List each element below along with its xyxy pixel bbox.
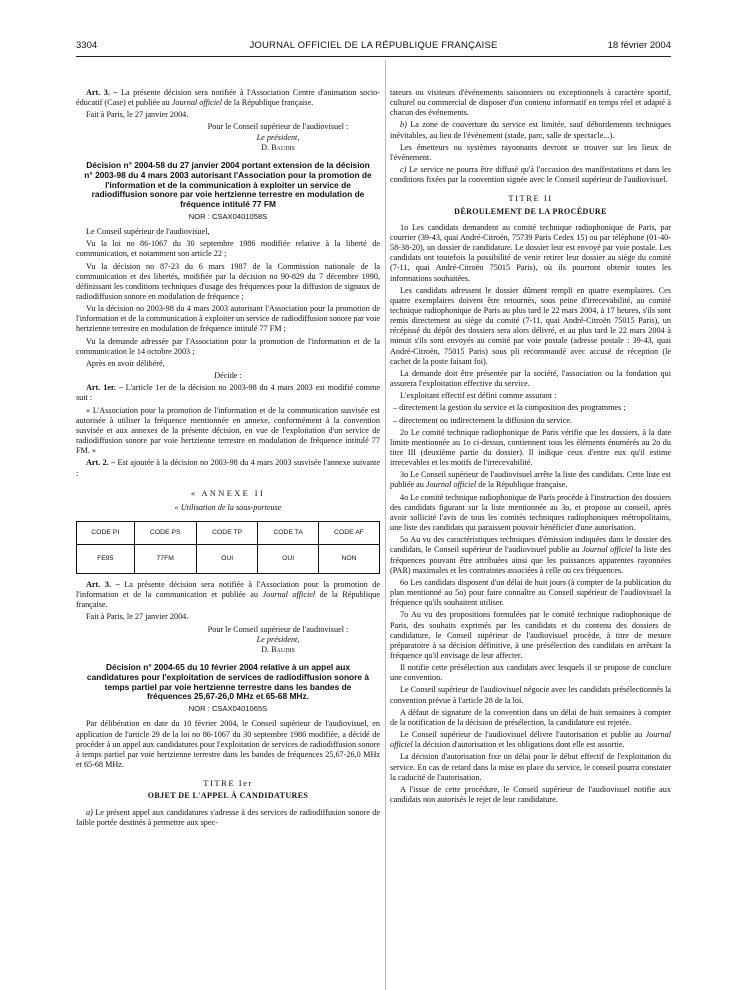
article-text-end: de la République française. (76, 590, 380, 610)
annexe-subtitle: « Utilisation de la sous-porteuse (174, 502, 282, 512)
text: 3o Le Conseil supérieur de l'audiovisuel arrête la liste des candidats. Cette liste est publiée au (390, 470, 671, 490)
table-cell: OUI (196, 544, 257, 573)
table-header-cell: CODE PS (134, 521, 196, 544)
paragraph: 1o Les candidats demandent au comité technique radiophonique de Paris, par courrier (39-43, quai André-Citroën, 75739 Paris Cedex 15) ou par téléphone (01-40-58-38-20), un dossier de candidature. Le dossier leur est envoyé par voie postale. Les candidats ont toutefois la possibilité de venir retirer leur dossier au siège du comité (7-11, quai André-Citroën 75015 Paris), où ils pourront obtenir toutes les informations souhaitées. (390, 222, 671, 283)
signature-body: Pour le Conseil supérieur de l'audiovisuel : (207, 624, 349, 634)
signature-name: D. Baudis (261, 644, 295, 654)
item-text: Le présent appel aux candidatures s'adresse à des services de radiodiffusion sonore de faible portée destinés à permettre aux spec- (76, 807, 380, 827)
paragraph: La demande doit être présentée par la société, l'association ou la fondation qui assurera l'exploitation effective du service. (390, 368, 671, 389)
paragraph: tateurs ou visiteurs d'événements saisonniers ou exceptionnels à caractère sportif, culturel ou commercial de disposer d'un contenu informatif en temps réel et adapté à chacun des événements. (390, 88, 671, 118)
signature-name: D. Baudis (261, 142, 295, 152)
paragraph-c (390, 165, 671, 185)
titre-2-heading: TITRE II (508, 193, 553, 204)
paragraph: 6o Les candidats disposent d'un délai de huit jours (à compter de la publication du plan mentionné au 5o) pour faire connaître au Conseil supérieur de l'audiovisuel la fréquence qu'ils souhaitent utiliser. (390, 577, 671, 608)
paragraph: L'exploitant effectif est défini comme assurant : (400, 391, 557, 401)
titre-1-heading: TITRE Ier (203, 778, 253, 789)
article-text: L'article 1er de la décision no 2003-98 du 4 mars 2003 est modifié comme suit : (76, 383, 380, 403)
paragraph: Par délibération en date du 10 février 2004, le Conseil supérieur de l'audiovisuel, en application de l'article 29 de la loi no 86-1067 du 30 septembre 1986 modifiée, a décidé de procéder à un appel aux candidatures pour l'exploitation de services de radiodiffusion sonore à temps partiel par voie hertzienne terrestre dans les bandes de fréquences 25,67-26,0 MHz et 65-68 MHz. (76, 719, 380, 770)
paragraph-b (390, 120, 671, 140)
issue-date: 18 février 2004 (607, 40, 671, 51)
right-column (390, 88, 671, 807)
paragraph: 2o Le comité technique radiophonique de Paris vérifie que les dossiers, à la date limite mentionnée au 1o ci-dessus, contiennent tous les éléments énumérés au 2o du titre III (deuxième partie du dossier). Il indique ceux d'entre eux qu'il estime irrecevables et les motifs de l'irrecevabilité. (390, 427, 671, 468)
paragraph (390, 535, 671, 576)
paragraph (390, 470, 671, 490)
table-cell: NON (318, 544, 379, 573)
article-label: Art. 3. – (86, 88, 118, 97)
article-text-end: de la République française. (221, 98, 314, 108)
journal-ref: Journal officiel (425, 480, 477, 490)
journal-ref: Journal officiel (262, 590, 316, 600)
signature-role: Le président, (256, 634, 300, 644)
journal-title: JOURNAL OFFICIEL DE LA RÉPUBLIQUE FRANÇAISE (249, 40, 498, 51)
signature-block (76, 625, 380, 655)
paragraph: Les émetteurs ou systèmes rayonnants devront se trouver sur les lieux de l'événement. (390, 142, 671, 162)
paragraph: Vu la décision no 87-23 du 6 mars 1987 de la Commission nationale de la communication et des libertés, modifiée par la décision no 90-829 du 7 décembre 1990, définissant les conditions techniques d'usage des fréquences pour la diffusion de signaux de radiodiffusion sonore en modulation de fréquence ; (76, 261, 380, 302)
table-header-cell: CODE AF (318, 521, 379, 544)
left-column (76, 88, 380, 830)
article-3-appic (76, 580, 380, 610)
article-2 (76, 458, 380, 478)
signature-place-date: Fait à Paris, le 27 janvier 2004. (86, 612, 189, 622)
signature-block (76, 122, 380, 152)
list-item: – directement ou indirectement la diffusion du service. (393, 415, 573, 425)
journal-ref: Journal officiel (390, 730, 671, 750)
column-divider (385, 60, 386, 990)
article-text: La présente décision sera notifiée à l'Association pour la promotion de l'information et de la communication et publiée au (76, 579, 380, 600)
article-label: Art. 2. – (86, 458, 116, 468)
decision-title-2004-65: Décision n° 2004-65 du 10 février 2004 relative à un appel aux candidatures pour l'exploitation de services de radiodiffusion sonore à temps partiel par voie hertzienne terrestre dans les bandes de fréquences 25,67-26,0 MHz et 65-68 MHz. (86, 662, 370, 702)
paragraph: A défaut de signature de la convention dans un délai de huit semaines à compter de la notification de la décision de présélection, la candidature est rejetée. (390, 707, 671, 727)
paragraph: Le Conseil supérieur de l'audiovisuel négocie avec les candidats présélectionnés la convention prévue à l'article 28 de la loi. (390, 685, 671, 705)
page-number: 3304 (76, 40, 98, 51)
paragraph: A l'issue de cette procédure, le Conseil supérieur de l'audiovisuel notifie aux candidats non autorisés le rejet de leur candidature. (390, 784, 671, 804)
paragraph: Vu la décision no 2003-98 du 4 mars 2003 autorisant l'Association pour la promotion de l'information et de la communication à exploiter un service de radiodiffusion sonore par voie hertzienne terrestre en modulation de fréquence intitulé 77 FM ; (76, 304, 380, 334)
paragraph-a (76, 808, 380, 828)
paragraph: Après en avoir délibéré, (86, 358, 165, 368)
decision-title-2004-58: Décision n° 2004-58 du 27 janvier 2004 portant extension de la décision n° 2003-98 du 4 mars 2003 autorisant l'Association pour la promotion de l'information et de la communication à exploiter un service de radiodiffusion sonore par voie hertzienne terrestre en modulation de fréquence intitulé 77 FM (84, 159, 372, 210)
table-cell: OUI (258, 544, 319, 573)
text: la décision d'autorisation et les obligations dont elle est assortie. (412, 740, 625, 750)
article-text: La présente décision sera notifiée à l'Association Centre d'animation socio-éducatif (Case) et publiée au (76, 88, 380, 108)
paragraph: Le Conseil supérieur de l'audiovisuel, (86, 227, 210, 237)
signature-role: Le président, (256, 132, 300, 142)
article-text: Est ajoutée à la décision no 2003-98 du 4 mars 2003 susvisée l'annexe suivante : (76, 458, 381, 478)
page-header (76, 40, 671, 54)
article-1 (76, 383, 380, 403)
article-3-case (76, 88, 380, 108)
table-row (77, 544, 380, 573)
paragraph: Il notifie cette présélection aux candidats avec lesquels il se propose de conclure une convention. (390, 663, 671, 683)
article-label: Art. 1er. – (86, 383, 123, 393)
table-header-cell: CODE PI (77, 521, 135, 544)
titre-2-subtitle: DÉROULEMENT DE LA PROCÉDURE (454, 206, 607, 216)
subcarrier-table (76, 521, 380, 574)
nor-reference: NOR : CSAX0401065S (188, 704, 268, 714)
paragraph: La décision d'autorisation fixe un délai pour le début effectif de l'exploitation du service. En cas de retard dans la mise en place du service, le conseil pourra constater la caducité de l'autorisation. (390, 752, 671, 782)
text: 5o Au vu des caractéristiques techniques d'émission indiquées dans le dossier des candidats, le Conseil supérieur de l'audiovisuel publie au (390, 535, 671, 555)
article-1-quote: « L'Association pour la promotion de l'information et de la communication susvisée est autorisée à utiliser la fréquence mentionnée en annexe, conformément à la convention susvisée et aux annexes de la présente décision, en vue de l'exploitation d'un service de radiodiffusion sonore par voie hertzienne terrestre en modulation de fréquence intitulé 77 FM. » (76, 405, 380, 456)
table-header-row (77, 521, 380, 544)
signature-place-date: Fait à Paris, le 27 janvier 2004. (86, 110, 189, 120)
decide-heading: Décide : (214, 371, 242, 381)
item-label: a) (86, 807, 93, 817)
item-label: b) (400, 120, 407, 130)
paragraph: Les candidats adressent le dossier dûment rempli en quatre exemplaires. Ces quatre exemplaires doivent être retournés, sous peine d'irrecevabilité, au comité technique radiophonique de Paris au plus tard le 22 mars 2004, à 17 heures, s'ils sont remis directement au siège du comité (7-11, quai André-Citroën 75015 Paris), un récépissé du dépôt des dossiers sera alors délivré, et au plus tard le 22 mars 2004 à minuit s'ils sont envoyés au comité par voie postale (adresse postale : 39-43, quai André-Citroën, 75015 Paris) sous pli recommandé avec accusé de réception (le cachet de la poste faisant foi). (390, 285, 671, 366)
journal-ref: Journal officiel (171, 98, 222, 108)
signature-body: Pour le Conseil supérieur de l'audiovisuel : (207, 122, 349, 132)
paragraph: Vu la demande adressée par l'Association pour la promotion de l'information et de la communication le 14 octobre 2003 ; (76, 336, 380, 356)
titre-1-subtitle: OBJET DE L'APPEL À CANDIDATURES (147, 791, 309, 801)
paragraph: 4o Le comité technique radiophonique de Paris procède à l'instruction des dossiers des candidats figurant sur la liste mentionnée au 3o, et propose au conseil, après avoir sollicité l'avis de tous les comités techniques radiophoniques métropolitains, une liste des candidats qui paraissent pouvoir bénéficier d'une autorisation. (390, 492, 671, 533)
text: la liste des fréquences pouvant être attribuées ainsi que les puissances apparentes rayonnées (PAR) maximales et les contraintes associées à celle ou ces fréquences. (390, 545, 671, 575)
table-cell: 77FM (134, 544, 196, 573)
table-cell: FE95 (77, 544, 135, 573)
table-header-cell: CODE TP (196, 521, 257, 544)
nor-reference: NOR : CSAX0401058S (188, 211, 268, 221)
journal-ref: Journal officiel (582, 545, 633, 555)
paragraph (390, 730, 671, 750)
list-item: – directement la gestion du service et la composition des programmes ; (393, 403, 626, 413)
paragraph: Vu la loi no 86-1067 du 30 septembre 1986 modifiée relative à la liberté de communication, et notamment son article 22 ; (76, 239, 380, 259)
paragraph: 7o Au vu des propositions formulées par le comité technique radiophonique de Paris, des souhaits exprimés par les candidats et du contenu des dossiers de candidature, le Conseil supérieur de l'audiovisuel procède, à titre de mesure préparatoire à sa décision définitive, à une présélection des candidats en arrêtant la fréquence qu'il envisage de leur affecter. (390, 610, 671, 660)
item-label: c) (400, 165, 407, 175)
table-header-cell: CODE TA (258, 521, 319, 544)
text: Le Conseil supérieur de l'audiovisuel délivre l'autorisation et publie au (400, 730, 646, 740)
header-rule (76, 56, 671, 57)
annexe-title: « ANNEXE II (190, 488, 266, 498)
item-text: Le service ne pourra être diffusé qu'à l'occasion des manifestations et dans les conditions fixées par la convention signée avec le Conseil supérieur de l'audiovisuel. (390, 165, 671, 185)
text: de la République française. (476, 480, 568, 490)
item-text: La zone de couverture du service est limitée, sauf débordements techniques inévitables, au lieu de l'événement (stade, parc, salle de spectacle...). (390, 120, 671, 140)
article-label: Art. 3. – (86, 579, 120, 589)
